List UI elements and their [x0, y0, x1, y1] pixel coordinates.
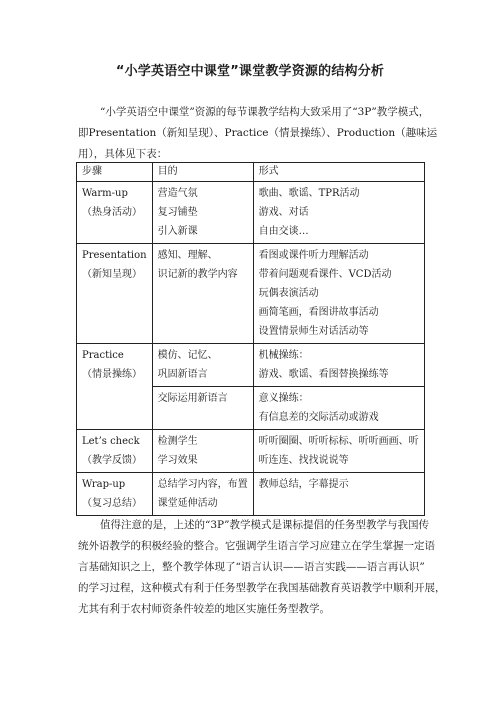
teaching-structure-table [76, 162, 425, 516]
forms-cell: 意义操练： 有信息差的交际活动或游戏 [253, 387, 424, 430]
header-forms: 形式 [253, 163, 424, 182]
forms-cell: 机械操练： 游戏、歌谣、看图替换操练等 [253, 344, 424, 387]
conclusion-line: 言基础知识之上，整个教学体现了“语言认识——语言实践——语言再认识” [78, 561, 425, 573]
step-cell: Practice （情景操练） [77, 344, 153, 430]
conclusion-line: 统外语教学的积极经验的整合。它强调学生语言学习应建立在学生掌握一定语 [78, 540, 435, 552]
table-row [77, 244, 425, 344]
table-row [77, 473, 425, 516]
table-header-row [77, 163, 425, 182]
purpose-cell: 感知、理解、 识记新的教学内容 [152, 244, 253, 344]
forms-cell: 听听圈圈、听听标标、听听画画、听 听连连、找找说说等 [253, 430, 424, 473]
forms-cell: 看图或课件听力理解活动 带着问题观看课件、VCD活动 玩偶表演活动 画简笔画，看图讲故事活动 设置情景师生对话活动等 [253, 244, 424, 344]
purpose-cell: 营造气氛 复习铺垫 引入新课 [152, 182, 253, 244]
step-cell: Presentation （新知呈现） [77, 244, 153, 344]
purpose-cell: 交际运用新语言 [152, 387, 253, 430]
step-cell: Warm-up （热身活动） [77, 182, 153, 244]
document-title: “小学英语空中课堂”课堂教学资源的结构分析 [115, 64, 385, 79]
purpose-cell: 检测学生 学习效果 [152, 430, 253, 473]
purpose-cell: 总结学习内容，布置 课堂延伸活动 [152, 473, 253, 516]
header-step: 步骤 [77, 163, 153, 182]
conclusion-line: 值得注意的是，上述的“3P”教学模式是课标提倡的任务型教学与我国传 [100, 519, 429, 531]
intro-line: “小学英语空中课堂”资源的每节课教学结构大致采用了“3P”教学模式， [100, 106, 430, 118]
purpose-cell: 模仿、记忆、 巩固新语言 [152, 344, 253, 387]
intro-paragraph [78, 102, 438, 165]
intro-line: 用），具体见下表： [78, 148, 168, 160]
forms-cell: 歌曲、歌谣、TPR活动 游戏、对话 自由交谈… [253, 182, 424, 244]
step-cell: Wrap-up （复习总结） [77, 473, 153, 516]
table-row [77, 344, 425, 387]
step-cell: Let’s check （教学反馈） [77, 430, 153, 473]
table-row [77, 182, 425, 244]
header-purpose: 目的 [152, 163, 253, 182]
conclusion-line: 的学习过程，这种模式有利于任务型教学在我国基础教育英语教学中顺利开展， [78, 582, 446, 594]
forms-cell: 教师总结，字幕提示 [253, 473, 424, 516]
intro-line: 即Presentation（新知呈现）、Practice（情景操练）、Production（趣味运 [78, 127, 438, 139]
conclusion-line: 尤其有利于农村师资条件较差的地区实施任务型教学。 [78, 603, 330, 615]
table-row [77, 430, 425, 473]
conclusion-paragraph [78, 515, 446, 620]
